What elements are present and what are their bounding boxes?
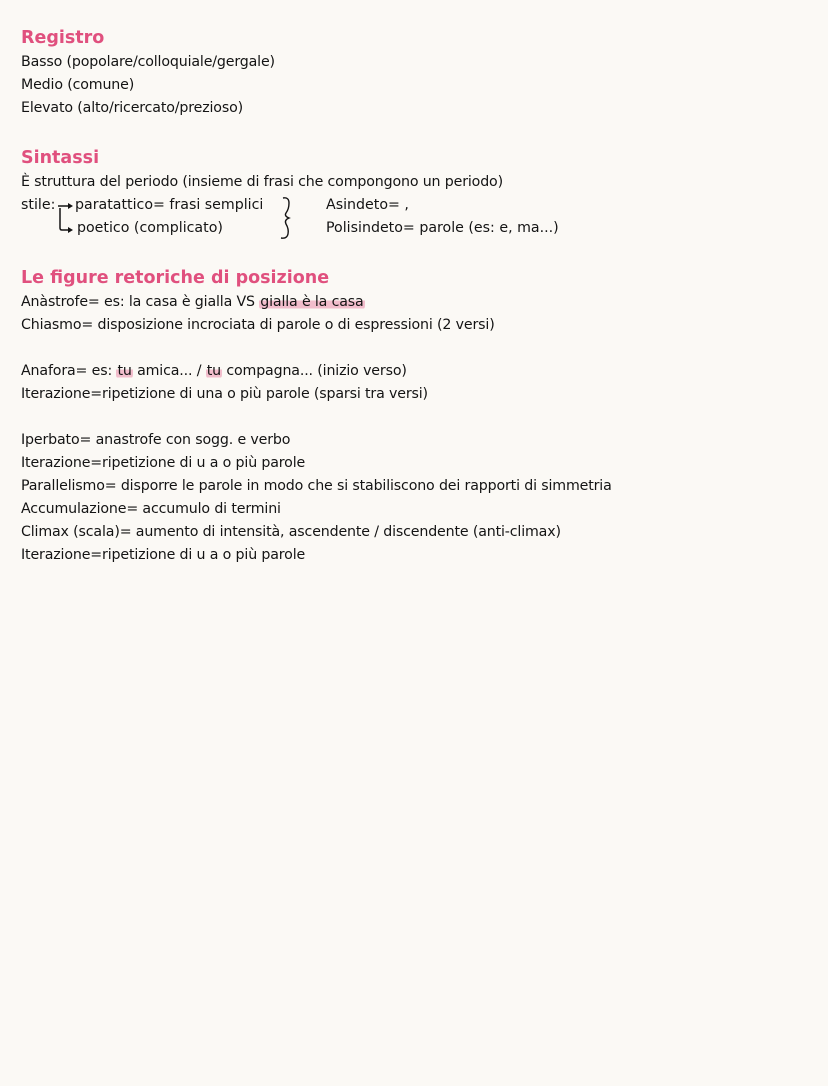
curly-brace-icon (275, 195, 299, 241)
heading-sintassi: Sintassi (21, 148, 100, 168)
paragraph-gap (21, 337, 821, 360)
heading-figure-retoriche: Le figure retoriche di posizione (21, 268, 330, 288)
notes-page (21, 26, 821, 567)
accumulazione-line: Accumulazione= accumulo di termini (21, 501, 281, 517)
iterazione-line: Iterazione=ripetizione di u a o più parole (21, 455, 306, 471)
iterazione-line: Iterazione=ripetizione di u a o più parole (21, 547, 306, 563)
iterazione-line: Iterazione=ripetizione di una o più parole (sparsi tra versi) (21, 386, 428, 402)
paragraph-gap (21, 406, 821, 429)
anafora-line (21, 360, 821, 383)
parallelismo-line: Parallelismo= disporre le parole in modo che si stabiliscono dei rapporti di simmetria (21, 478, 612, 494)
stile-label: stile: (21, 197, 56, 213)
polisindeto-line: Polisindeto= parole (es: e, ma...) (326, 220, 559, 236)
iperbato-line: Iperbato= anastrofe con sogg. e verbo (21, 432, 291, 448)
stile-paratattico: paratattico= frasi semplici (75, 197, 264, 213)
sintassi-definition: È struttura del periodo (insieme di frasi che compongono un periodo) (21, 174, 503, 190)
heading-registro: Registro (21, 28, 105, 48)
chiasmo-line: Chiasmo= disposizione incrociata di parole o di espressioni (2 versi) (21, 317, 495, 333)
section-gap (21, 240, 821, 266)
anafora-mid: amica... / (132, 363, 206, 379)
stile-poetico: poetico (complicato) (77, 220, 223, 236)
anafora-highlight-tu: tu (206, 363, 221, 379)
climax-line: Climax (scala)= aumento di intensità, ascendente / discendente (anti-climax) (21, 524, 561, 540)
anafora-prefix: Anafora= es: (21, 363, 117, 379)
branch-arrow-icon (55, 197, 77, 237)
anastrofe-line (21, 291, 821, 314)
stile-block (21, 194, 821, 240)
anastrofe-text: Anàstrofe= es: la casa è gialla VS (21, 294, 260, 310)
anafora-highlight-tu: tu (117, 363, 132, 379)
asindeto-line: Asindeto= , (326, 197, 409, 213)
anastrofe-highlight: gialla è la casa (260, 294, 364, 310)
section-gap (21, 120, 821, 146)
anafora-suffix: compagna... (inizio verso) (221, 363, 407, 379)
registro-line-basso: Basso (popolare/colloquiale/gergale) (21, 54, 275, 70)
registro-line-medio: Medio (comune) (21, 77, 135, 93)
registro-line-elevato: Elevato (alto/ricercato/prezioso) (21, 100, 243, 116)
